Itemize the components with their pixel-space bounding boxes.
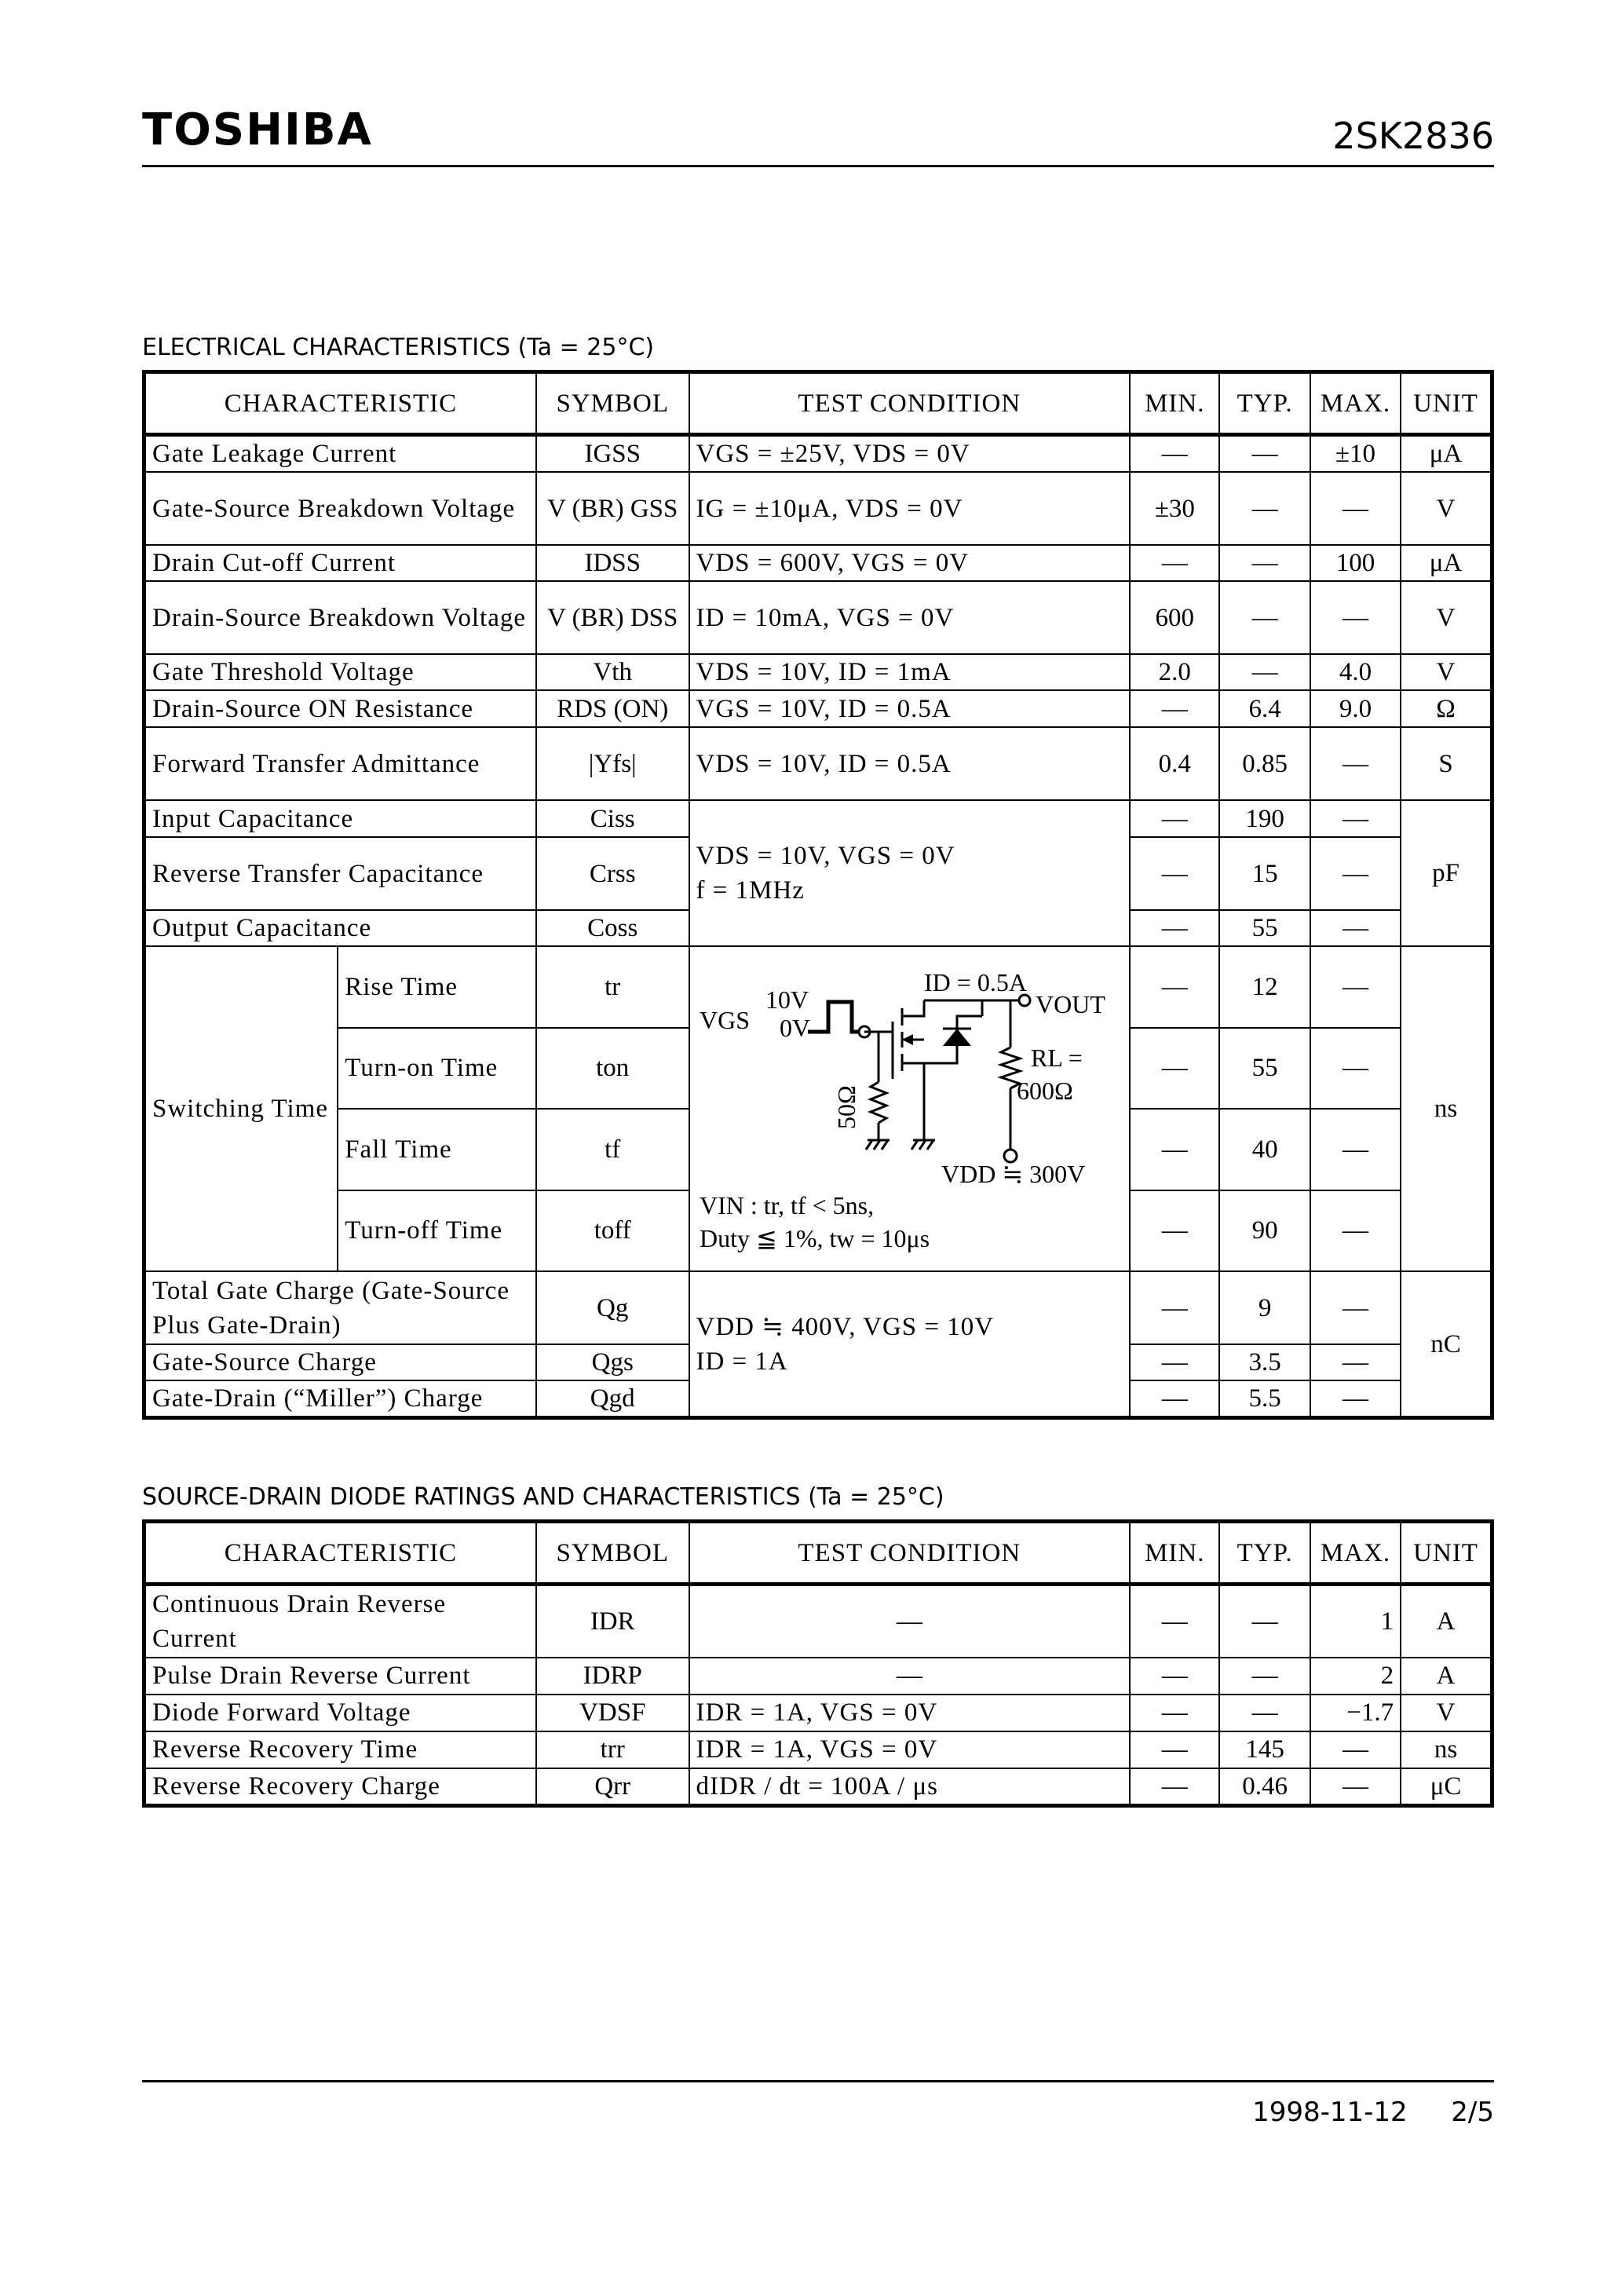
- cell-qgs-char: Gate-Source Charge: [144, 1344, 536, 1380]
- cell-idr-min: —: [1130, 1585, 1219, 1658]
- cell-coss-sym: Coss: [536, 910, 689, 946]
- cell-toff-max: —: [1310, 1190, 1401, 1272]
- table-row: [144, 654, 1492, 690]
- cell-idss-typ: —: [1219, 545, 1310, 581]
- cell-qrr-max: —: [1310, 1768, 1401, 1806]
- cell-rds-char: Drain-Source ON Resistance: [144, 690, 536, 727]
- cell-yfs-sym: |Yfs|: [536, 727, 689, 800]
- table-row: [144, 1695, 1492, 1731]
- cell-ciss-char: Input Capacitance: [144, 800, 536, 837]
- cell-qg-sym: Qg: [536, 1271, 689, 1344]
- cell-idr-max: 1: [1310, 1585, 1401, 1658]
- switching-time-label: Switching Time: [144, 946, 338, 1271]
- cell-vdsf-min: —: [1130, 1695, 1219, 1731]
- cell-yfs-max: —: [1310, 727, 1401, 800]
- page-footer: [1252, 2097, 1494, 2128]
- cell-igss-unit: μA: [1401, 435, 1492, 473]
- cell-yfs-char: Forward Transfer Admittance: [144, 727, 536, 800]
- cell-vbrdss-sym: V (BR) DSS: [536, 581, 689, 654]
- cell-toff-char: Turn-off Time: [338, 1190, 536, 1272]
- cell-rds-typ: 6.4: [1219, 690, 1310, 727]
- table-row: [144, 727, 1492, 800]
- cell-tf-sym: tf: [536, 1109, 689, 1190]
- cell-qgd-min: —: [1130, 1380, 1219, 1418]
- cell-vdsf-max: −1.7: [1310, 1695, 1401, 1731]
- cell-qg-typ: 9: [1219, 1271, 1310, 1344]
- cell-trr-typ: 145: [1219, 1731, 1310, 1768]
- table-row: [144, 1585, 1492, 1658]
- cell-trr-max: —: [1310, 1731, 1401, 1768]
- part-number: 2SK2836: [1332, 115, 1494, 157]
- cell-vth-sym: Vth: [536, 654, 689, 690]
- table-header-row: [144, 1522, 1492, 1585]
- table-row: [144, 1658, 1492, 1695]
- cell-rds-unit: Ω: [1401, 690, 1492, 727]
- cell-ton-typ: 55: [1219, 1028, 1310, 1110]
- cell-qg-min: —: [1130, 1271, 1219, 1344]
- cell-coss-min: —: [1130, 910, 1219, 946]
- cell-qrr-unit: μC: [1401, 1768, 1492, 1806]
- cell-vbrdss-typ: —: [1219, 581, 1310, 654]
- cell-rows-cap_unit: pF: [1401, 800, 1492, 946]
- cell-vbrdss-char: Drain-Source Breakdown Voltage: [144, 581, 536, 654]
- cell-toff-typ: 90: [1219, 1190, 1310, 1272]
- cell-qgs-typ: 3.5: [1219, 1344, 1310, 1380]
- cell-qgd-max: —: [1310, 1380, 1401, 1418]
- cell-vbrgss-min: ±30: [1130, 472, 1219, 545]
- circuit-label-vgs: VGS: [699, 1006, 750, 1034]
- cell-yfs-typ: 0.85: [1219, 727, 1310, 800]
- circuit-label-rl: RL =: [1030, 1044, 1083, 1072]
- col-symbol: SYMBOL: [536, 1522, 689, 1585]
- cell-qrr-typ: 0.46: [1219, 1768, 1310, 1806]
- cell-vbrgss-sym: V (BR) GSS: [536, 472, 689, 545]
- cell-idrp-sym: IDRP: [536, 1658, 689, 1695]
- cell-tr-sym: tr: [536, 946, 689, 1028]
- brand-logo: TOSHIBA: [142, 104, 373, 155]
- gate-resistor-icon: [871, 1082, 886, 1123]
- cell-idss-cond: VDS = 600V, VGS = 0V: [689, 545, 1131, 581]
- cell-tf-max: —: [1310, 1109, 1401, 1190]
- cell-vdsf-char: Diode Forward Voltage: [144, 1695, 536, 1731]
- cell-toff-sym: toff: [536, 1190, 689, 1272]
- cell-crss-typ: 15: [1219, 837, 1310, 910]
- cell-ton-char: Turn-on Time: [338, 1028, 536, 1110]
- table-row: [144, 946, 1492, 1028]
- cell-igss-min: —: [1130, 435, 1219, 473]
- cell-idr-cond: —: [689, 1585, 1131, 1658]
- cell-toff-min: —: [1130, 1190, 1219, 1272]
- cell-idr-char: Continuous Drain Reverse Current: [144, 1585, 536, 1658]
- cell-rows-sw_unit: ns: [1401, 946, 1492, 1271]
- cell-coss-char: Output Capacitance: [144, 910, 536, 946]
- circuit-label-50ohm: 50Ω: [831, 1085, 860, 1129]
- cell-vdsf-typ: —: [1219, 1695, 1310, 1731]
- circuit-label-vout: VOUT: [1035, 990, 1105, 1018]
- table-row: [144, 581, 1492, 654]
- cell-qgs-sym: Qgs: [536, 1344, 689, 1380]
- electrical-characteristics-table: [142, 370, 1494, 1420]
- table-header-row: [144, 372, 1492, 435]
- cell-qgd-sym: Qgd: [536, 1380, 689, 1418]
- circuit-note-vin: VIN : tr, tf < 5ns,: [699, 1191, 874, 1219]
- col-test-condition: TEST CONDITION: [689, 372, 1131, 435]
- col-max: MAX.: [1310, 372, 1401, 435]
- cell-tr-max: —: [1310, 946, 1401, 1028]
- col-characteristic: CHARACTERISTIC: [144, 1522, 536, 1585]
- cell-idss-min: —: [1130, 545, 1219, 581]
- cell-vbrgss-cond: IG = ±10μA, VDS = 0V: [689, 472, 1131, 545]
- cell-idr-sym: IDR: [536, 1585, 689, 1658]
- cell-idrp-min: —: [1130, 1658, 1219, 1695]
- cell-vbrgss-max: —: [1310, 472, 1401, 545]
- cell-trr-unit: ns: [1401, 1731, 1492, 1768]
- cell-vth-min: 2.0: [1130, 654, 1219, 690]
- cell-qgs-min: —: [1130, 1344, 1219, 1380]
- cell-tr-min: —: [1130, 946, 1219, 1028]
- cell-coss-max: —: [1310, 910, 1401, 946]
- cell-yfs-unit: S: [1401, 727, 1492, 800]
- cell-crss-min: —: [1130, 837, 1219, 910]
- switching-test-circuit: [689, 946, 1131, 1271]
- cell-qgd-typ: 5.5: [1219, 1380, 1310, 1418]
- cell-igss-sym: IGSS: [536, 435, 689, 473]
- cell-rds-cond: VGS = 10V, ID = 0.5A: [689, 690, 1131, 727]
- cell-trr-sym: trr: [536, 1731, 689, 1768]
- cell-rds-sym: RDS (ON): [536, 690, 689, 727]
- cell-rows-q_unit: nC: [1401, 1271, 1492, 1418]
- col-min: MIN.: [1130, 1522, 1219, 1585]
- cell-qg-char: Total Gate Charge (Gate-Source Plus Gate-Drain): [144, 1271, 536, 1344]
- capacitance-test-condition: VDS = 10V, VGS = 0V f = 1MHz: [689, 800, 1131, 946]
- cell-qrr-char: Reverse Recovery Charge: [144, 1768, 536, 1806]
- cell-ciss-sym: Ciss: [536, 800, 689, 837]
- footer-date: 1998-11-12: [1252, 2097, 1408, 2128]
- col-max: MAX.: [1310, 1522, 1401, 1585]
- table-row: [144, 545, 1492, 581]
- cell-idss-unit: μA: [1401, 545, 1492, 581]
- cell-crss-max: —: [1310, 837, 1401, 910]
- cell-ciss-typ: 190: [1219, 800, 1310, 837]
- cell-coss-typ: 55: [1219, 910, 1310, 946]
- cell-tr-typ: 12: [1219, 946, 1310, 1028]
- cell-vth-max: 4.0: [1310, 654, 1401, 690]
- col-typ: TYP.: [1219, 1522, 1310, 1585]
- cell-rds-min: —: [1130, 690, 1219, 727]
- table-row: [144, 800, 1492, 837]
- cell-qrr-min: —: [1130, 1768, 1219, 1806]
- cell-ciss-min: —: [1130, 800, 1219, 837]
- circuit-note-duty: Duty ≦ 1%, tw = 10μs: [699, 1224, 930, 1252]
- table-row: [144, 690, 1492, 727]
- cell-idrp-cond: —: [689, 1658, 1131, 1695]
- cell-tr-char: Rise Time: [338, 946, 536, 1028]
- cell-tf-min: —: [1130, 1109, 1219, 1190]
- col-typ: TYP.: [1219, 372, 1310, 435]
- col-unit: UNIT: [1401, 372, 1492, 435]
- cell-idr-unit: A: [1401, 1585, 1492, 1658]
- circuit-label-10v: 10V: [765, 985, 809, 1014]
- cell-idrp-typ: —: [1219, 1658, 1310, 1695]
- circuit-label-rl-value: 600Ω: [1016, 1077, 1073, 1105]
- col-symbol: SYMBOL: [536, 372, 689, 435]
- table-row: [144, 435, 1492, 473]
- gate-charge-test-condition: VDD ≒ 400V, VGS = 10V ID = 1A: [689, 1271, 1131, 1418]
- header-rule: [142, 165, 1494, 167]
- source-drain-diode-table: [142, 1519, 1494, 1808]
- cell-vbrgss-unit: V: [1401, 472, 1492, 545]
- footer-rule: [142, 2080, 1494, 2082]
- circuit-label-vdd: VDD ≒ 300V: [941, 1160, 1085, 1188]
- col-characteristic: CHARACTERISTIC: [144, 372, 536, 435]
- cell-trr-char: Reverse Recovery Time: [144, 1731, 536, 1768]
- col-min: MIN.: [1130, 372, 1219, 435]
- table-row: [144, 472, 1492, 545]
- cell-vbrgss-char: Gate-Source Breakdown Voltage: [144, 472, 536, 545]
- cell-trr-cond: IDR = 1A, VGS = 0V: [689, 1731, 1131, 1768]
- cell-qrr-cond: dIDR / dt = 100A / μs: [689, 1768, 1131, 1806]
- cell-ton-min: —: [1130, 1028, 1219, 1110]
- cell-igss-typ: —: [1219, 435, 1310, 473]
- cell-crss-char: Reverse Transfer Capacitance: [144, 837, 536, 910]
- cell-idss-char: Drain Cut-off Current: [144, 545, 536, 581]
- cell-vbrdss-cond: ID = 10mA, VGS = 0V: [689, 581, 1131, 654]
- cell-yfs-cond: VDS = 10V, ID = 0.5A: [689, 727, 1131, 800]
- cell-idr-typ: —: [1219, 1585, 1310, 1658]
- cell-qgs-max: —: [1310, 1344, 1401, 1380]
- cell-qrr-sym: Qrr: [536, 1768, 689, 1806]
- cell-ciss-max: —: [1310, 800, 1401, 837]
- footer-page-number: 2/5: [1451, 2097, 1494, 2128]
- cell-trr-min: —: [1130, 1731, 1219, 1768]
- cell-vbrdss-unit: V: [1401, 581, 1492, 654]
- col-test-condition: TEST CONDITION: [689, 1522, 1131, 1585]
- circuit-label-0v: 0V: [779, 1014, 810, 1042]
- cell-idrp-unit: A: [1401, 1658, 1492, 1695]
- cell-vth-char: Gate Threshold Voltage: [144, 654, 536, 690]
- cell-vbrgss-typ: —: [1219, 472, 1310, 545]
- cell-tf-char: Fall Time: [338, 1109, 536, 1190]
- cell-vdsf-sym: VDSF: [536, 1695, 689, 1731]
- table-row: [144, 1731, 1492, 1768]
- cell-vbrdss-min: 600: [1130, 581, 1219, 654]
- cell-vth-unit: V: [1401, 654, 1492, 690]
- circuit-label-id: ID = 0.5A: [923, 968, 1027, 996]
- col-unit: UNIT: [1401, 1522, 1492, 1585]
- cell-yfs-min: 0.4: [1130, 727, 1219, 800]
- cell-igss-char: Gate Leakage Current: [144, 435, 536, 473]
- cell-qg-max: —: [1310, 1271, 1401, 1344]
- cell-igss-max: ±10: [1310, 435, 1401, 473]
- cell-vbrdss-max: —: [1310, 581, 1401, 654]
- cell-crss-sym: Crss: [536, 837, 689, 910]
- ec-section-title: ELECTRICAL CHARACTERISTICS (Ta = 25°C): [142, 334, 655, 361]
- cell-idss-max: 100: [1310, 545, 1401, 581]
- cell-vdsf-unit: V: [1401, 1695, 1492, 1731]
- cell-rds-max: 9.0: [1310, 690, 1401, 727]
- table-row: [144, 1271, 1492, 1344]
- cell-igss-cond: VGS = ±25V, VDS = 0V: [689, 435, 1131, 473]
- sd-section-title: SOURCE-DRAIN DIODE RATINGS AND CHARACTERISTICS (Ta = 25°C): [142, 1483, 944, 1511]
- cell-idss-sym: IDSS: [536, 545, 689, 581]
- cell-vth-typ: —: [1219, 654, 1310, 690]
- cell-tf-typ: 40: [1219, 1109, 1310, 1190]
- cell-vth-cond: VDS = 10V, ID = 1mA: [689, 654, 1131, 690]
- table-row: [144, 1768, 1492, 1806]
- cell-qgd-char: Gate-Drain (“Miller”) Charge: [144, 1380, 536, 1418]
- body-diode-icon: [943, 1029, 971, 1046]
- cell-idrp-char: Pulse Drain Reverse Current: [144, 1658, 536, 1695]
- cell-idrp-max: 2: [1310, 1658, 1401, 1695]
- cell-ton-sym: ton: [536, 1028, 689, 1110]
- input-pulse-icon: [808, 1002, 866, 1032]
- cell-vdsf-cond: IDR = 1A, VGS = 0V: [689, 1695, 1131, 1731]
- cell-ton-max: —: [1310, 1028, 1401, 1110]
